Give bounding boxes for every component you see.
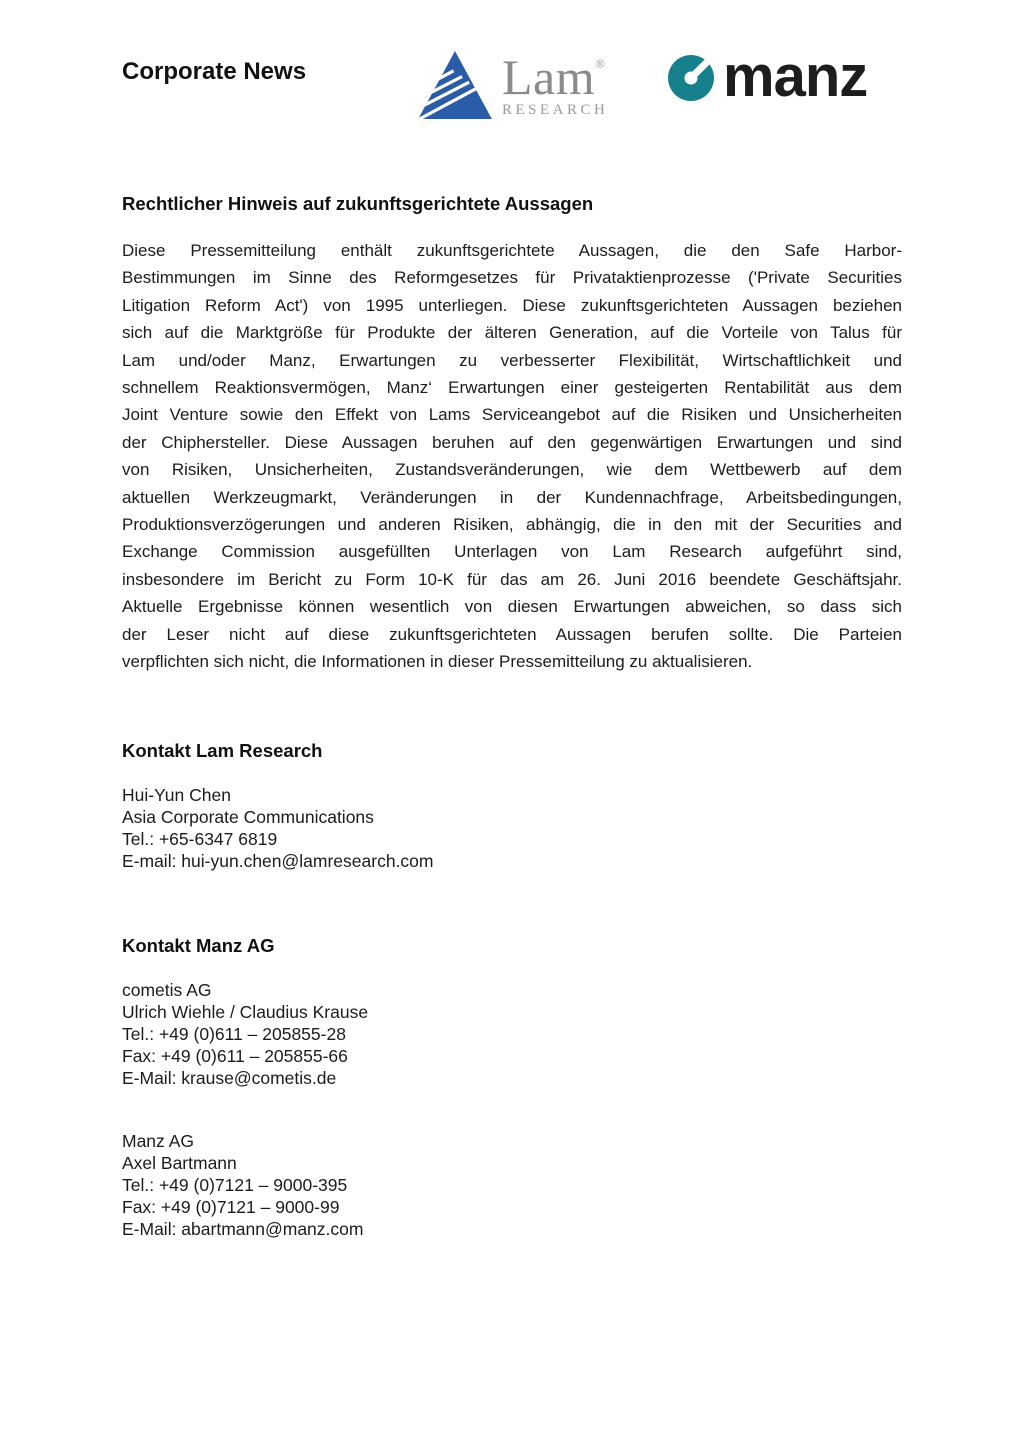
legal-notice-line: Litigation Reform Act') von 1995 unterliegen. Diese zukunftsgerichteten Aussagen beziehen [122, 295, 902, 315]
registered-trademark-icon: ® [595, 56, 606, 71]
legal-notice-line: der Chiphersteller. Diese Aussagen beruhen auf den gegenwärtigen Erwartungen und sind [122, 432, 902, 452]
contact-name: Axel Bartmann [122, 1152, 237, 1173]
lam-research-logo [418, 42, 608, 119]
lam-research-subtext: RESEARCH [502, 102, 609, 118]
contact-email: E-mail: hui-yun.chen@lamresearch.com [122, 850, 434, 871]
contact-lam-heading: Kontakt Lam Research [122, 739, 323, 761]
contact-phone: Tel.: +49 (0)7121 – 9000-395 [122, 1174, 348, 1195]
legal-notice-line: Joint Venture sowie den Effekt von Lams Serviceangebot auf die Risiken und Unsicherheiten [122, 405, 902, 425]
legal-notice-paragraph [122, 237, 902, 676]
legal-notice-heading: Rechtlicher Hinweis auf zukunftsgerichtete Aussagen [122, 193, 594, 214]
legal-notice-line: der Leser nicht auf diese zukunftsgerichteten Aussagen berufen sollte. Die Parteien [122, 624, 902, 644]
contact-lam-block [122, 784, 902, 872]
legal-notice-line: insbesondere im Bericht zu Form 10-K für das am 26. Juni 2016 beendete Geschäftsjahr. [122, 569, 902, 589]
legal-notice-line: von Risiken, Unsicherheiten, Zustandsveränderungen, wie dem Wettbewerb auf dem [122, 460, 902, 480]
legal-notice-line: sich auf die Marktgröße für Produkte der älteren Generation, auf die Vorteile von Talus für [122, 323, 902, 343]
contact-cometis-block [122, 979, 902, 1089]
contact-department: Asia Corporate Communications [122, 806, 374, 827]
legal-notice-line: aktuellen Werkzeugmarkt, Veränderungen in der Kundennachfrage, Arbeitsbedingungen, [122, 487, 902, 507]
legal-notice-line: Diese Pressemitteilung enthält zukunftsgerichtete Aussagen, die den Safe Harbor- [122, 241, 902, 260]
manz-circle-icon [668, 55, 714, 101]
legal-notice-line: Exchange Commission ausgefüllten Unterlagen von Lam Research aufgeführt sind, [122, 542, 902, 562]
legal-notice-line: schnellem Reaktionsvermögen, Manz‘ Erwartungen einer gesteigerten Rentabilität aus dem [122, 378, 902, 398]
legal-notice-line: verpflichten sich nicht, die Informationen in dieser Pressemitteilung zu aktualisieren. [122, 652, 753, 672]
contact-name: Ulrich Wiehle / Claudius Krause [122, 1001, 369, 1022]
contact-phone: Tel.: +49 (0)611 – 205855-28 [122, 1023, 346, 1044]
document-body [122, 193, 902, 1240]
contact-company: cometis AG [122, 979, 212, 1000]
contact-company: Manz AG [122, 1130, 194, 1151]
manz-wordmark: manz [723, 44, 868, 109]
lam-wordmark: Lam® [502, 49, 606, 105]
lam-logo-text [502, 42, 608, 119]
legal-notice-line: Lam und/oder Manz, Erwartungen zu verbesserter Flexibilität, Wirtschaftlichkeit und [122, 350, 902, 370]
contact-manz-heading: Kontakt Manz AG [122, 934, 275, 956]
page-title: Corporate News [122, 58, 307, 85]
contact-email: E-Mail: abartmann@manz.com [122, 1218, 364, 1239]
lam-triangle-icon [418, 51, 492, 119]
contact-fax: Fax: +49 (0)7121 – 9000-99 [122, 1196, 340, 1217]
legal-notice-line: Bestimmungen im Sinne des Reformgesetzes für Privataktienprozesse ('Private Securities [122, 268, 902, 288]
contact-name: Hui-Yun Chen [122, 784, 231, 805]
contact-email: E-Mail: krause@cometis.de [122, 1067, 337, 1088]
contact-manz-ag-block [122, 1130, 902, 1240]
legal-notice-line: Aktuelle Ergebnisse können wesentlich von diesen Erwartungen abweichen, so dass sich [122, 597, 902, 617]
contact-fax: Fax: +49 (0)611 – 205855-66 [122, 1045, 348, 1066]
manz-logo [668, 44, 900, 109]
legal-notice-line: Produktionsverzögerungen und anderen Risiken, abhängig, die in den mit der Securities and [122, 515, 902, 535]
contact-phone: Tel.: +65-6347 6819 [122, 828, 278, 849]
